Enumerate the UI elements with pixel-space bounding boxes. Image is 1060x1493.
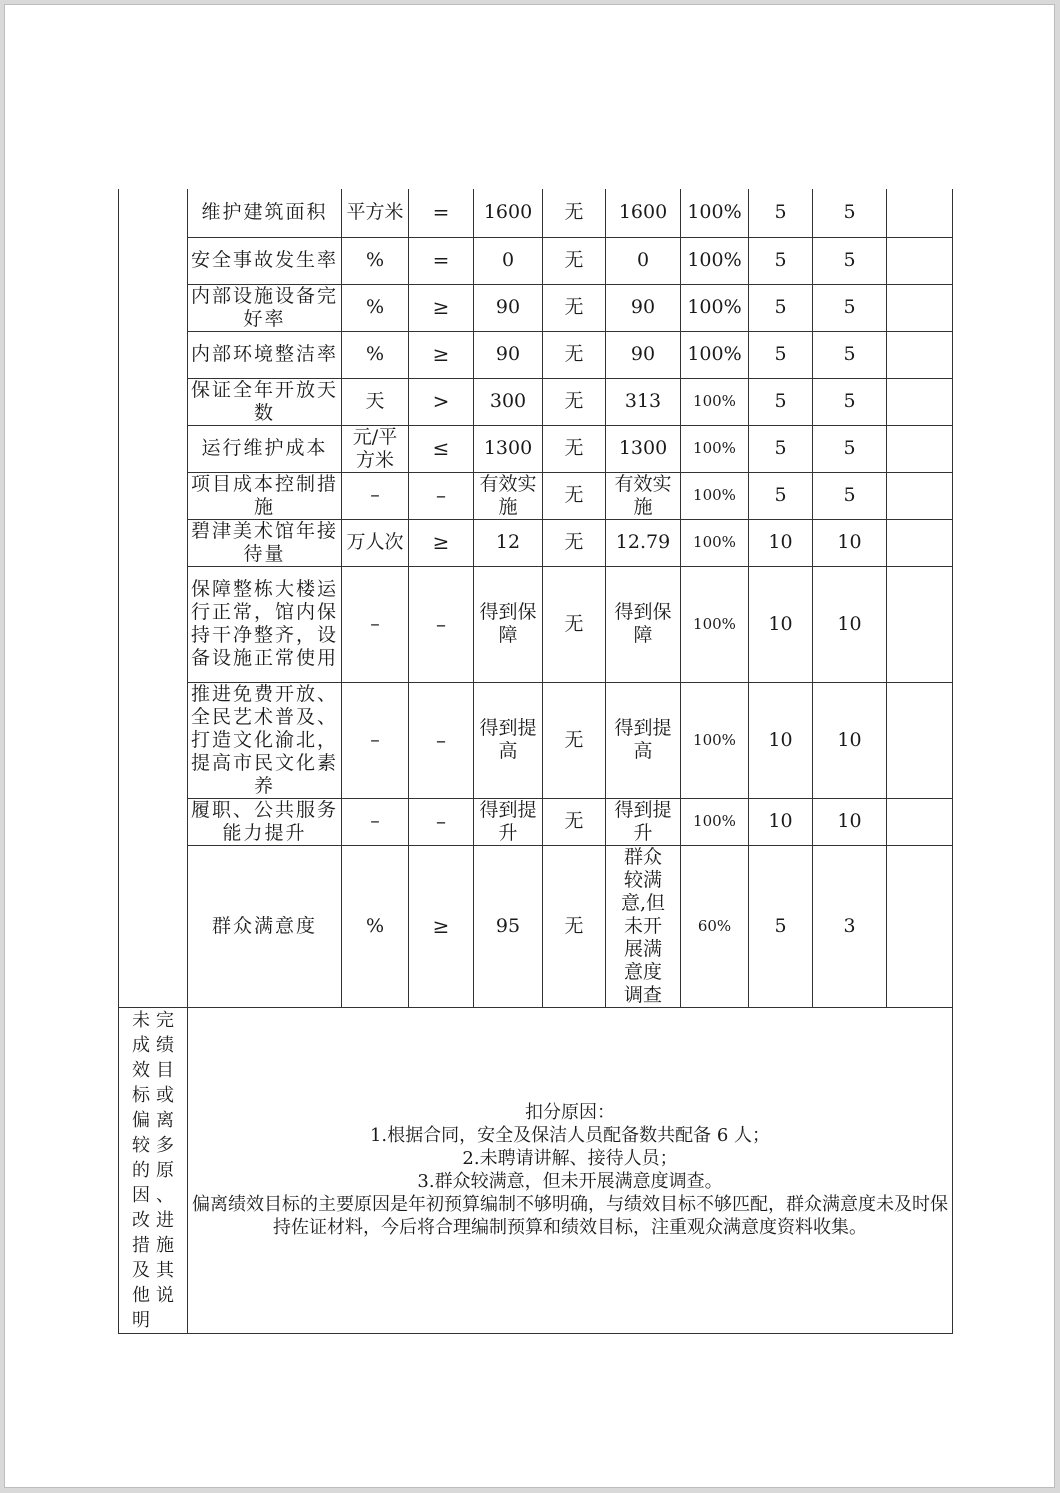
indicator-adjusted: 无	[543, 798, 606, 845]
indicator-operator: –	[409, 682, 474, 798]
indicator-actual: 1300	[606, 425, 681, 472]
indicator-actual: 313	[606, 378, 681, 425]
label-char: 其	[156, 1259, 174, 1281]
indicator-name: 项目成本控制措施	[188, 472, 342, 519]
indicator-target: 95	[474, 845, 543, 1007]
indicator-operator: –	[409, 566, 474, 682]
indicator-rate: 100%	[681, 425, 749, 472]
indicator-actual: 群众较满意,但未开展满意度调查	[606, 845, 681, 1007]
indicator-weight: 10	[749, 682, 813, 798]
label-char: 措	[132, 1234, 150, 1256]
indicator-rate: 100%	[681, 284, 749, 331]
indicator-operator: =	[409, 237, 474, 284]
label-char: 未	[132, 1009, 150, 1031]
indicator-operator: –	[409, 798, 474, 845]
deviation-label-col-2	[156, 1008, 174, 1333]
indicator-score: 5	[813, 284, 887, 331]
indicator-note	[887, 331, 953, 378]
label-char: 完	[156, 1009, 174, 1031]
indicator-actual: 12.79	[606, 519, 681, 566]
label-char: 或	[156, 1084, 174, 1106]
indicator-adjusted: 无	[543, 189, 606, 237]
label-char: 较	[132, 1134, 150, 1156]
indicator-target: 0	[474, 237, 543, 284]
indicator-actual: 得到保障	[606, 566, 681, 682]
label-char: 成	[132, 1034, 150, 1056]
indicator-rate: 100%	[681, 189, 749, 237]
indicator-target: 得到提升	[474, 798, 543, 845]
indicator-name: 履职、公共服务能力提升	[188, 798, 342, 845]
indicator-score: 5	[813, 472, 887, 519]
indicator-weight: 5	[749, 378, 813, 425]
label-char: 他	[132, 1284, 150, 1306]
indicator-actual: 90	[606, 331, 681, 378]
indicator-note	[887, 237, 953, 284]
indicator-operator: ≥	[409, 519, 474, 566]
indicator-operator: ≤	[409, 425, 474, 472]
indicator-actual: 0	[606, 237, 681, 284]
indicator-operator: =	[409, 189, 474, 237]
indicator-note	[887, 845, 953, 1007]
indicator-target: 300	[474, 378, 543, 425]
label-char: 明	[132, 1309, 150, 1331]
label-char: 离	[156, 1109, 174, 1131]
label-char: 标	[132, 1084, 150, 1106]
indicator-weight: 5	[749, 845, 813, 1007]
indicator-note	[887, 519, 953, 566]
indicator-score: 3	[813, 845, 887, 1007]
indicator-note	[887, 566, 953, 682]
indicator-operator: >	[409, 378, 474, 425]
indicator-target: 1600	[474, 189, 543, 237]
indicator-score: 5	[813, 378, 887, 425]
label-char: 效	[132, 1059, 150, 1081]
performance-table	[118, 189, 953, 1334]
merged-category-cell	[119, 189, 188, 1007]
indicator-target: 90	[474, 331, 543, 378]
indicator-adjusted: 无	[543, 682, 606, 798]
deviation-label	[119, 1007, 188, 1333]
deviation-line: 偏离绩效目标的主要原因是年初预算编制不够明确，与绩效目标不够匹配，群众满意度未及时保持佐证材料，今后将合理编制预算和绩效目标，注重观众满意度资料收集。	[192, 1194, 948, 1238]
indicator-name: 群众满意度	[188, 845, 342, 1007]
indicator-weight: 5	[749, 331, 813, 378]
indicator-score: 5	[813, 425, 887, 472]
deviation-content	[188, 1007, 953, 1333]
indicator-note	[887, 682, 953, 798]
label-char: 进	[156, 1209, 174, 1231]
indicator-weight: 5	[749, 425, 813, 472]
deviation-label-col-1	[132, 1008, 150, 1333]
indicator-unit: –	[342, 472, 409, 519]
indicator-adjusted: 无	[543, 845, 606, 1007]
label-char: 多	[156, 1134, 174, 1156]
label-char: 、	[156, 1184, 174, 1206]
indicator-adjusted: 无	[543, 284, 606, 331]
indicator-operator: –	[409, 472, 474, 519]
indicator-rate: 100%	[681, 519, 749, 566]
indicator-unit: –	[342, 682, 409, 798]
label-char: 偏	[132, 1109, 150, 1131]
indicator-score: 5	[813, 189, 887, 237]
indicator-weight: 10	[749, 566, 813, 682]
indicator-unit: –	[342, 798, 409, 845]
indicator-actual: 得到提升	[606, 798, 681, 845]
indicator-operator: ≥	[409, 331, 474, 378]
indicator-actual: 得到提高	[606, 682, 681, 798]
indicator-rows	[119, 189, 953, 1333]
indicator-score: 5	[813, 331, 887, 378]
label-char: 改	[132, 1209, 150, 1231]
indicator-unit: %	[342, 237, 409, 284]
indicator-target: 得到保障	[474, 566, 543, 682]
indicator-name: 推进免费开放、全民艺术普及、打造文化渝北，提高市民文化素养	[188, 682, 342, 798]
label-char: 因	[132, 1184, 150, 1206]
indicator-unit: 天	[342, 378, 409, 425]
indicator-target: 得到提高	[474, 682, 543, 798]
indicator-adjusted: 无	[543, 331, 606, 378]
label-char: 绩	[156, 1034, 174, 1056]
indicator-note	[887, 378, 953, 425]
indicator-target: 1300	[474, 425, 543, 472]
indicator-rate: 100%	[681, 237, 749, 284]
label-char: 说	[156, 1284, 174, 1306]
indicator-rate: 100%	[681, 798, 749, 845]
deviation-line: 2.未聘请讲解、接待人员；	[462, 1148, 678, 1169]
indicator-operator: ≥	[409, 845, 474, 1007]
indicator-adjusted: 无	[543, 566, 606, 682]
indicator-name: 碧津美术馆年接待量	[188, 519, 342, 566]
indicator-operator: ≥	[409, 284, 474, 331]
indicator-note	[887, 284, 953, 331]
deviation-line: 1.根据合同，安全及保洁人员配备数共配备 6 人；	[369, 1125, 771, 1146]
indicator-rate: 60%	[681, 845, 749, 1007]
indicator-score: 10	[813, 682, 887, 798]
indicator-weight: 5	[749, 472, 813, 519]
indicator-rate: 100%	[681, 682, 749, 798]
indicator-name: 维护建筑面积	[188, 189, 342, 237]
indicator-name: 内部环境整洁率	[188, 331, 342, 378]
indicator-note	[887, 425, 953, 472]
indicator-note	[887, 798, 953, 845]
indicator-adjusted: 无	[543, 519, 606, 566]
indicator-rate: 100%	[681, 378, 749, 425]
indicator-adjusted: 无	[543, 378, 606, 425]
indicator-note	[887, 472, 953, 519]
indicator-name: 保障整栋大楼运行正常，馆内保持干净整齐，设备设施正常使用	[188, 566, 342, 682]
indicator-target: 90	[474, 284, 543, 331]
indicator-target: 有效实施	[474, 472, 543, 519]
indicator-actual: 有效实施	[606, 472, 681, 519]
indicator-actual: 90	[606, 284, 681, 331]
indicator-adjusted: 无	[543, 472, 606, 519]
indicator-rate: 100%	[681, 566, 749, 682]
deviation-line: 3.群众较满意，但未开展满意度调查。	[417, 1171, 723, 1192]
label-char: 的	[132, 1159, 150, 1181]
indicator-unit: %	[342, 845, 409, 1007]
indicator-score: 10	[813, 519, 887, 566]
indicator-unit: 元/平方米	[342, 425, 409, 472]
indicator-name: 内部设施设备完好率	[188, 284, 342, 331]
indicator-note	[887, 189, 953, 237]
indicator-weight: 10	[749, 519, 813, 566]
indicator-score: 10	[813, 566, 887, 682]
indicator-unit: 万人次	[342, 519, 409, 566]
indicator-unit: –	[342, 566, 409, 682]
label-char: 施	[156, 1234, 174, 1256]
indicator-target: 12	[474, 519, 543, 566]
indicator-adjusted: 无	[543, 237, 606, 284]
indicator-weight: 10	[749, 798, 813, 845]
indicator-actual: 1600	[606, 189, 681, 237]
indicator-adjusted: 无	[543, 425, 606, 472]
indicator-unit: %	[342, 284, 409, 331]
indicator-name: 保证全年开放天数	[188, 378, 342, 425]
label-char: 及	[132, 1259, 150, 1281]
indicator-weight: 5	[749, 237, 813, 284]
indicator-name: 运行维护成本	[188, 425, 342, 472]
indicator-score: 5	[813, 237, 887, 284]
indicator-rate: 100%	[681, 331, 749, 378]
label-char: 目	[156, 1059, 174, 1081]
indicator-score: 10	[813, 798, 887, 845]
indicator-unit: %	[342, 331, 409, 378]
indicator-name: 安全事故发生率	[188, 237, 342, 284]
deviation-label-columns	[121, 1008, 185, 1333]
indicator-weight: 5	[749, 189, 813, 237]
deviation-line: 扣分原因：	[525, 1102, 615, 1123]
indicator-weight: 5	[749, 284, 813, 331]
indicator-rate: 100%	[681, 472, 749, 519]
indicator-unit: 平方米	[342, 189, 409, 237]
label-char: 原	[156, 1159, 174, 1181]
